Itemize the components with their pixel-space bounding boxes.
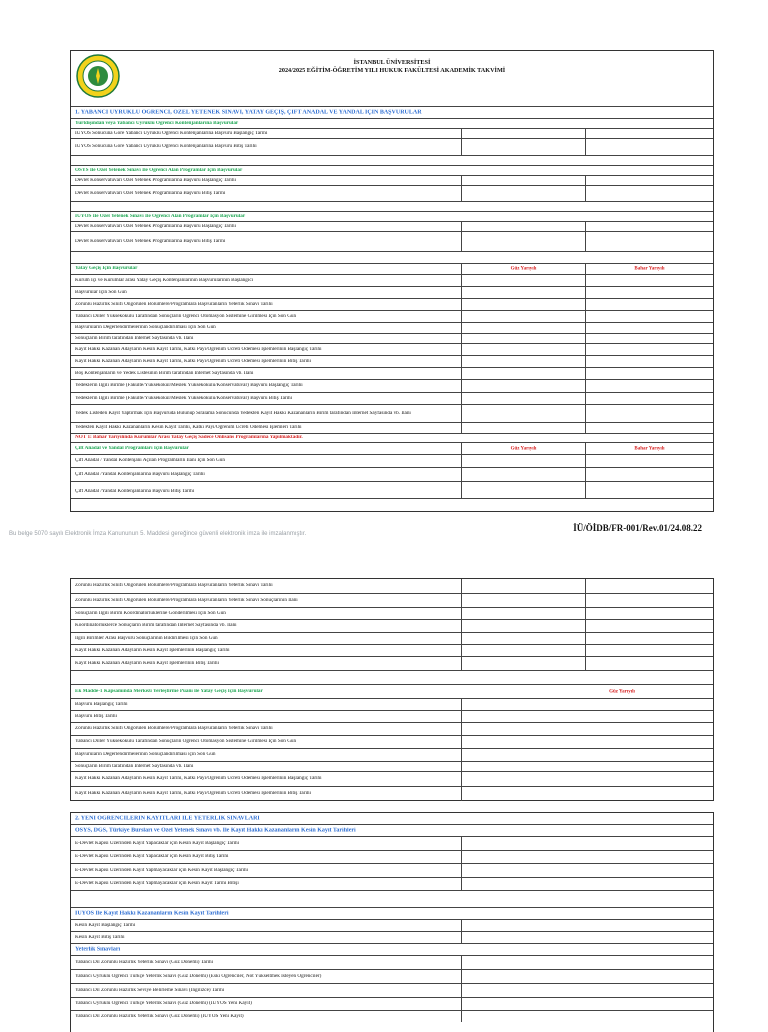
date-cell	[461, 176, 585, 185]
date-cell	[585, 344, 713, 355]
date-cell	[585, 299, 713, 310]
date-cell	[461, 749, 585, 761]
date-cell	[585, 645, 713, 656]
table-row	[71, 404, 713, 422]
table-row	[71, 836, 713, 850]
table-row	[71, 185, 713, 201]
row-label: Kesin Kayıt Bitiş Tarihi	[75, 934, 125, 940]
row-label: Yedeklerin İlgili Birime (Fakülte/Yüksekokul/Meslek Yüksekokulu/Konservatuvar) Başvuru Bitiş Tarihi	[75, 395, 293, 401]
table-row	[71, 955, 713, 969]
group-title-row	[71, 442, 713, 454]
group-osys-registration-title: ÖSYS, DGS, Türkiye Bursları ve Özel Yetenek Sınavı vb. İle Kayıt Hakkı Kazananların Kesin Kayıt Tarihleri	[75, 827, 356, 834]
date-cell	[461, 423, 585, 433]
spacer-row	[71, 498, 713, 512]
group-iuyos-registration-title: İÜYÖS İle Kayıt Hakkı Kazananların Kesin Kayıt Tarihleri	[75, 910, 229, 917]
date-cell	[461, 1011, 585, 1022]
date-cell	[461, 356, 585, 367]
table-row	[71, 863, 713, 877]
university-name: İSTANBUL ÜNİVERSİTESİ	[353, 59, 431, 66]
date-cell	[585, 380, 713, 392]
row-label: Kayıt Hakkı Kazanan Adayların Kesin Kayıt Tarihi, Katkı Payı/Öğrenim Ücreti Ödemesi İşlemlerinin Başlangıç Tarihi	[75, 776, 322, 782]
row-label: Yedeklerin İlgili Birime (Fakülte/Yüksekokul/Meslek Yüksekokulu/Konservatuvar) Başvuru Başlangıç Tarihi	[75, 383, 303, 389]
date-cell	[461, 334, 585, 343]
table-row	[71, 355, 713, 367]
table-row	[71, 128, 713, 138]
table-row	[71, 969, 713, 983]
table-row	[71, 454, 713, 467]
document-header	[71, 59, 713, 76]
group-title-row	[71, 165, 713, 175]
date-cell	[585, 633, 713, 644]
table-row	[71, 274, 713, 286]
row-label: Zorunlu Hazırlık Sınıfı Öngörülen Bölümlere/Programlara Başvuranların Yeterlik Sınavı Tarihi	[75, 583, 273, 589]
table-row	[71, 379, 713, 392]
table-row	[71, 632, 713, 644]
table-row	[71, 656, 713, 670]
date-cell	[585, 608, 713, 619]
row-label: Kayıt Hakkı Kazanan Adayların Kesin Kayıt İşlemlerinin Bitiş Tarihi	[75, 660, 219, 666]
row-label: Başvuru Başlangıç Tarihi	[75, 701, 128, 707]
date-cell	[585, 129, 713, 138]
date-cell	[461, 736, 585, 748]
table-row	[71, 298, 713, 310]
table-row	[71, 138, 713, 155]
spring-semester-header: Bahar Yarıyılı	[585, 443, 713, 454]
row-label: Başvuruların Değerlendirmelerinin Sonuçlandırılması için Son Gün	[75, 752, 216, 758]
row-label: E-Devlet Kapısı Üzerinden Kayıt Yapacaklar için Kesin Kayıt Başlangıç Tarihi	[75, 840, 240, 846]
date-cell	[585, 594, 713, 607]
row-label: Boş Kontenjanların ve Yedek Listesinin Birim tarafından İnternet Sayfasında vb. İlanı	[75, 370, 254, 376]
table-row	[71, 761, 713, 771]
date-cell	[461, 932, 585, 943]
date-cell	[461, 762, 585, 771]
date-cell	[585, 393, 713, 404]
date-cell	[461, 837, 585, 850]
date-cell	[461, 633, 585, 644]
date-cell	[461, 232, 585, 251]
transfer-note: NOT 1: Bahar Yarıyılında Kurumlar Arası Yatay Geçiş Sadece Onlisans Programlarına Yapılmaktadır.	[75, 435, 303, 441]
row-label: Başvuruların Değerlendirmelerinin Sonuçlandırılması İçin Son Gün	[75, 325, 216, 331]
date-cell	[461, 620, 585, 632]
date-cell	[461, 275, 585, 286]
row-label: Çift Anadal / Yandal Kontenjanı Açılan Programların İlanı İçin Son Gün	[75, 458, 225, 464]
spacer-row	[71, 251, 713, 263]
row-label: Çift Anadal /Yandal Kontenjanlarına Başvuru Bitiş Tarihi	[75, 489, 195, 494]
row-label: Başvuru Bitiş Tarihi	[75, 713, 117, 719]
date-cell	[585, 323, 713, 333]
date-cell	[461, 699, 585, 710]
date-cell	[461, 864, 585, 877]
date-cell	[461, 878, 585, 890]
spring-semester-header: Bahar Yarıyılı	[585, 264, 713, 274]
group-transfer-title: Yatay Geçiş İçin Başvurular	[75, 266, 138, 272]
table-row	[71, 997, 713, 1010]
date-cell	[461, 299, 585, 310]
row-label: İÜYÖS Sonucuna Göre Yabancı Uyruklu Öğrenci Kontenjanlarına Başvuru Başlangıç Tarihi	[75, 130, 268, 136]
date-cell	[461, 222, 585, 231]
date-cell	[585, 579, 713, 593]
table-row	[71, 221, 713, 231]
row-label: Devlet Konservatuvarı Özel Yetenek Programlarına Başvuru Bitiş Tarihi	[75, 238, 226, 244]
table-row	[71, 343, 713, 355]
table-row	[71, 607, 713, 619]
row-label: Yabancı Diller Yüksekokulu Tarafından Sonuçların Öğrenci Otomasyon Sistemine Girilmesi İçin Son Gün	[75, 313, 297, 319]
date-cell	[585, 455, 713, 467]
row-label: Devlet Konservatuvarı Özel Yetenek Programlarına Başvuru Başlangıç Tarihi	[75, 177, 236, 183]
table-row	[71, 286, 713, 298]
date-cell	[461, 657, 585, 670]
date-cell	[585, 356, 713, 367]
row-label: Yedek Listeden Kayıt Yaptırmak İçin Başvuruda Bulunup Sıralama Sonucunda Yedekten Kayıt Hakkı Kazananların Birim tarafından İnternet Sayfasında vb. İlanı	[75, 410, 411, 416]
date-cell	[585, 657, 713, 670]
row-label: Yabancı Dil Zorunlu Hazırlık Yeterlik Sınavı (Güz Dönemi) (İÜYÖS Yeni Kayıt)	[75, 1013, 244, 1019]
table-row	[71, 877, 713, 890]
date-cell	[461, 956, 585, 969]
date-cell	[461, 920, 585, 931]
group-title-row	[71, 907, 713, 919]
row-label: Devlet Konservatuvarı Özel Yetenek Programlarına Başvuru Başlangıç Tarihi	[75, 223, 236, 229]
date-cell	[585, 139, 713, 155]
section-1-title: 1. YABANCI UYRUKLU ÖĞRENCİ, ÖZEL YETENEK SINAVI, YATAY GEÇİŞ, ÇİFT ANADAL VE YANDAL İÇİN BAŞVURULAR	[75, 109, 422, 116]
table-row	[71, 722, 713, 735]
date-cell	[461, 393, 585, 404]
date-cell	[585, 620, 713, 632]
calendar-page-1	[70, 50, 714, 512]
date-cell	[461, 645, 585, 656]
date-cell	[585, 222, 713, 231]
spacer-row	[71, 201, 713, 211]
date-cell	[461, 380, 585, 392]
esign-note: Bu belge 5070 sayılı Elektronik İmza Kanununun 5. Maddesi gereğince güvenli elektronik imza ile imzalanmıştır.	[9, 531, 307, 537]
row-label: Sonuçların Birim tarafından İnternet Sayfasında vb. İlanı	[75, 763, 194, 769]
row-label: Zorunlu Hazırlık Sınıfı Öngörülen Bölümlere/Programlara Başvuranların Yeterlik Sınavı Tarihi	[75, 726, 273, 732]
table-row	[71, 748, 713, 761]
date-cell	[585, 405, 713, 422]
date-cell	[461, 579, 585, 593]
table-row	[71, 467, 713, 481]
date-cell	[461, 851, 585, 863]
date-cell	[461, 482, 585, 498]
calendar-title: 2024/2025 EĞİTİM-ÖĞRETİM YILI HUKUK FAKÜLTESİ AKADEMİK TAKVİMİ	[278, 67, 506, 75]
table-row	[71, 644, 713, 656]
table-row	[71, 710, 713, 722]
group-title-row	[71, 824, 713, 836]
spacer-row	[71, 155, 713, 165]
group-foreign-title: Yurtdışından veya Yabancı Uyruklu Öğrenci Kontenjanlarına Başvurular	[75, 120, 239, 126]
table-row	[71, 735, 713, 748]
group-osys-title: ÖSYS İle Özel Yetenek Sınavı İle Öğrenci Alan Programlar İçin Başvurular	[75, 167, 243, 173]
row-label: Kayıt Hakkı Kazanan Adayların Kesin Kayıt Tarihi, Katkı Payı/Öğrenim Ücreti Ödemesi İşlemlerinin Başlangıç Tarihi	[75, 346, 322, 352]
date-cell	[585, 468, 713, 481]
date-cell	[461, 711, 585, 722]
fall-semester-header: Güz Yarıyılı	[461, 443, 585, 454]
date-cell	[585, 482, 713, 498]
date-cell	[461, 468, 585, 481]
date-cell	[461, 455, 585, 467]
date-cell	[585, 232, 713, 251]
date-cell	[461, 311, 585, 322]
date-cell	[461, 139, 585, 155]
date-cell	[461, 998, 585, 1010]
table-row	[71, 931, 713, 943]
row-label: Yabancı Dil Zorunlu Hazırlık Seviye Belirleme Sınavı (İngilizce) Tarihi	[75, 987, 225, 993]
row-label: Kesin Kayıt Başlangıç Tarihi	[75, 922, 136, 928]
date-cell	[461, 129, 585, 138]
table-row	[71, 579, 713, 593]
date-cell	[461, 323, 585, 333]
table-row	[71, 322, 713, 333]
group-iuyos-title: İÜYÖS İle Özel Yetenek Sınavı İle Öğrenci Alan Programlar İçin Başvurular	[75, 213, 246, 219]
group-title-row	[71, 263, 713, 274]
date-cell	[461, 287, 585, 298]
row-label: Zorunlu Hazırlık Sınıfı Öngörülen Bölümlere/Programlara Başvuranların Yeterlik Sınavı Tarihi	[75, 301, 273, 307]
row-label: Zorunlu Hazırlık Sınıfı Öngörülen Bölümlere/Programlara Başvuranların Yeterlik Sınavı Sonuçlarının İlanı	[75, 597, 298, 603]
row-label: E-Devlet Kapısı Üzerinden Kayıt Yapmayacaklar için Kesin Kayıt Tarihi Bitişi	[75, 881, 239, 887]
date-cell	[585, 311, 713, 322]
group-double-major-title: Çift Anadal ve Yandal Programları İçin Başvurular	[75, 445, 189, 451]
calendar-page-2	[70, 578, 714, 801]
date-cell	[585, 186, 713, 201]
row-label: Kayıt Hakkı Kazanan Adayların Kesin Kayıt İşlemlerinin Başlangıç Tarihi	[75, 647, 230, 653]
row-label: Yabancı Diller Yüksekokulu Tarafından Sonuçların Öğrenci Otomasyon Sistemine Girilmesi İçin Son Gün	[75, 739, 297, 745]
table-row	[71, 392, 713, 404]
table-row	[71, 983, 713, 997]
row-label: Yabancı Dil Zorunlu Hazırlık Yeterlik Sınavı (Güz Dönemi) Tarihi	[75, 959, 214, 965]
section-2-title: 2. YENİ ÖĞRENCİLERİN KAYITLARI İLE YETERLİK SINAVLARI	[75, 815, 260, 822]
table-row	[71, 619, 713, 632]
row-label: Koordinatörlüklerce Sonuçların Birim tarafından İnternet Sayfasında vb. İlanı	[75, 623, 237, 629]
row-label: Çift Anadal /Yandal Kontenjanlarına Başvuru Başlangıç Tarihi	[75, 471, 205, 477]
table-row	[71, 850, 713, 863]
table-row	[71, 231, 713, 251]
spacer-row	[71, 890, 713, 907]
row-label: İlgili Birimler Arası Başvuru Sonuçlarının Bildirilmesi İçin Son Gün	[75, 635, 218, 641]
date-cell	[585, 176, 713, 185]
section-title-row	[71, 106, 713, 118]
date-cell	[585, 287, 713, 298]
row-label: İÜYÖS Sonucuna Göre Yabancı Uyruklu Öğrenci Kontenjanlarına Başvuru Bitiş Tarihi	[75, 144, 257, 150]
group-title-row	[71, 943, 713, 955]
section-title-row	[71, 813, 713, 824]
table-row	[71, 771, 713, 786]
date-cell	[461, 772, 585, 786]
fall-semester-header: Güz Yarıyılı	[461, 264, 585, 274]
row-label: Yabancı Uyruklu Öğrenci Türkçe Yeterlik Sınavı (Güz Dönemi) (İÜYÖS Yeni Kayıt)	[75, 1001, 252, 1007]
row-label: Kurum İçi ve Kurumlar arası Yatay Geçiş Kontenjanlarının Başvurularının Başlangıcı	[75, 277, 254, 283]
table-row	[71, 1010, 713, 1022]
note-row	[71, 433, 713, 442]
fall-semester-header: Güz Yarıyılı	[609, 688, 635, 694]
row-label: Başvurular İçin Son Gün	[75, 289, 127, 295]
row-label: Kayıt Hakkı Kazanan Adayların Kesin Kayıt Tarihi, Katkı Payı/Öğrenim Ücreti Ödemesi İşlemlerinin Bitiş Tarihi	[75, 791, 311, 797]
group-ek-madde-title: Ek Madde-1 Kapsamında Merkezi Yerleştirme Puanı ile Yatay Geçiş İçin Başvurular	[75, 688, 263, 694]
date-cell	[585, 368, 713, 379]
group-title-row	[71, 211, 713, 221]
group-title-row	[71, 684, 713, 698]
row-label: Kayıt Hakkı Kazanan Adayların Kesin Kayıt Tarihi, Katkı Payı/Öğrenim Ücreti Ödemesi İşlemlerinin Bitiş Tarihi	[75, 358, 311, 364]
table-row	[71, 593, 713, 607]
table-row	[71, 175, 713, 185]
group-title-row	[71, 118, 713, 128]
row-label: E-Devlet Kapısı Üzerinden Kayıt Yapacaklar için Kesin Kayıt Bitiş Tarihi	[75, 854, 229, 860]
calendar-page-3	[70, 812, 714, 1032]
table-row	[71, 310, 713, 322]
table-row	[71, 422, 713, 433]
table-row	[71, 367, 713, 379]
spacer-row	[71, 670, 713, 684]
table-row	[71, 786, 713, 801]
date-cell	[585, 334, 713, 343]
date-cell	[461, 970, 585, 983]
date-cell	[461, 608, 585, 619]
row-label: Sonuçların Birim tarafından İnternet Sayfasında vb. İlanı	[75, 335, 194, 341]
date-cell	[461, 186, 585, 201]
date-cell	[461, 368, 585, 379]
table-row	[71, 919, 713, 931]
table-row	[71, 698, 713, 710]
row-label: Yabancı Uyruklu Öğrenci Türkçe Yeterlik Sınavı (Güz Dönemi) (Eski Öğrenciler, Not Yükseltmek İsteyen Öğrenciler)	[75, 973, 322, 979]
row-label: Yedekten Kayıt Hakkı Kazananların Kesin Kayıt Tarihi, Katkı Payı/Öğrenim Ücreti Ödemesi İşlemleri Tarihi	[75, 425, 302, 431]
date-cell	[461, 405, 585, 422]
date-cell	[461, 984, 585, 997]
date-cell	[461, 344, 585, 355]
group-exams-title: Yeterlik Sınavları	[75, 946, 121, 953]
row-label: Sonuçların İlgili Birim Koordinatörlüklerine Gönderilmesi İçin Son Gün	[75, 610, 226, 616]
row-label: E-Devlet Kapısı Üzerinden Kayıt Yapmayacaklar için Kesin Kayıt Başlangıç Tarihi	[75, 867, 248, 873]
date-cell	[461, 787, 585, 801]
date-cell	[461, 594, 585, 607]
row-label: Devlet Konservatuvarı Özel Yetenek Programlarına Başvuru Bitiş Tarihi	[75, 190, 226, 196]
date-cell	[461, 723, 585, 735]
date-cell	[585, 423, 713, 433]
form-code: İÜ/ÖİDB/FR-001/Rev.01/24.08.22	[573, 523, 702, 533]
table-row	[71, 333, 713, 343]
date-cell	[585, 275, 713, 286]
